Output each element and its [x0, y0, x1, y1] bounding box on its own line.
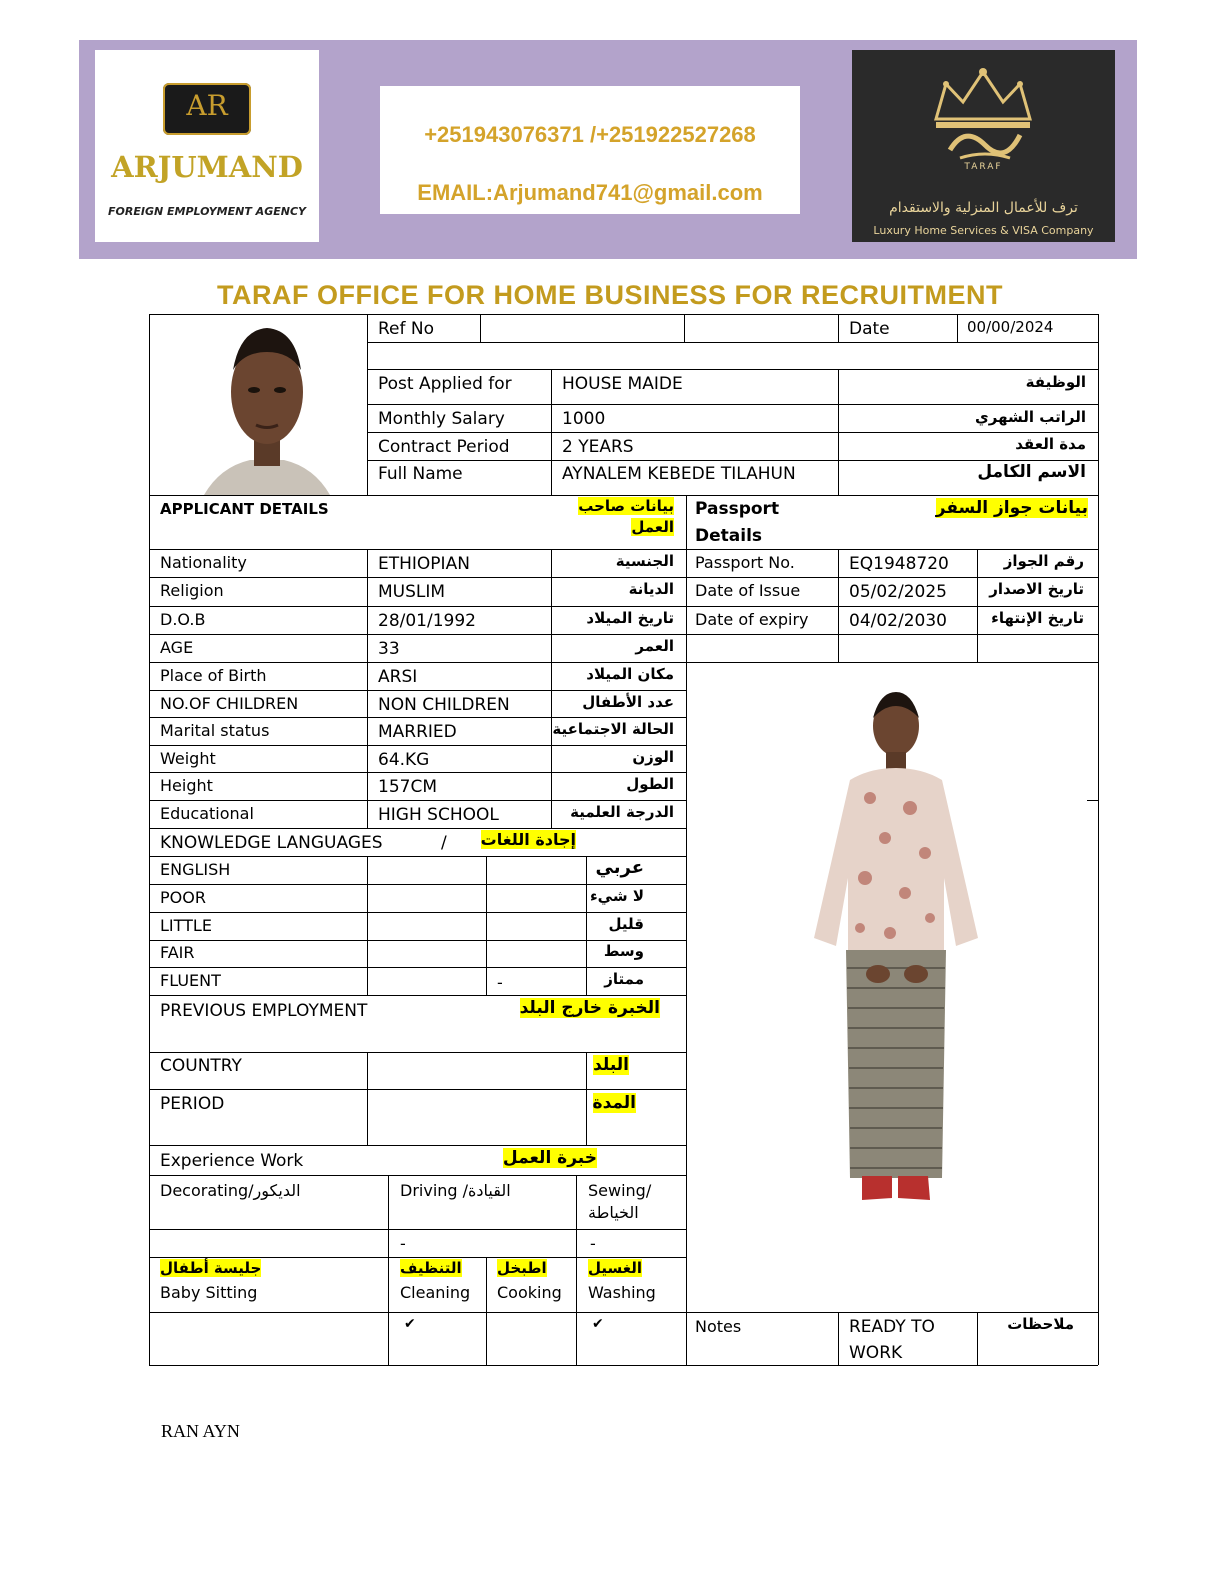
washing-ar: الغسيل: [588, 1259, 643, 1277]
ref-no-label: Ref No: [378, 319, 435, 339]
grid-line: [686, 1312, 1098, 1313]
applicant-field-ar: الدرجة العلمية: [570, 803, 674, 821]
cleaning-ar: التنظيف: [400, 1259, 462, 1277]
grid-line: [149, 995, 686, 996]
cleaning-label: Cleaning: [400, 1283, 471, 1302]
applicant-field-ar: الديانة: [628, 580, 674, 598]
grid-line: [149, 717, 686, 718]
language-level-label: FAIR: [160, 943, 195, 962]
grid-line: [486, 1257, 487, 1365]
grid-line: [551, 369, 552, 495]
passport-heading-ar: بيانات جواز السفر: [935, 498, 1088, 518]
grid-line: [149, 967, 686, 968]
grid-line: [388, 1175, 389, 1365]
languages-slash: /: [441, 833, 447, 853]
grid-line: [149, 577, 686, 578]
experience-heading: Experience Work: [160, 1151, 304, 1171]
salary-label: Monthly Salary: [378, 409, 505, 429]
name-ar: الاسم الكامل: [977, 462, 1086, 482]
grid-line: [149, 314, 150, 1365]
applicant-field-value: HIGH SCHOOL: [378, 805, 499, 825]
applicant-field-value: ETHIOPIAN: [378, 554, 470, 574]
applicant-field-label: Nationality: [160, 553, 247, 572]
applicant-field-value: 33: [378, 639, 400, 659]
passport-field-label: Date of expiry: [695, 610, 809, 629]
grid-line: [486, 856, 487, 995]
grid-line: [149, 1175, 686, 1176]
applicant-field-value: NON CHILDREN: [378, 695, 510, 715]
employment-heading: PREVIOUS EMPLOYMENT: [160, 1001, 368, 1021]
language-level-label: FLUENT: [160, 971, 221, 990]
grid-line: [149, 1145, 686, 1146]
notes-ar: ملاحظات: [1007, 1315, 1074, 1333]
applicant-field-ar: مكان الميلاد: [586, 665, 674, 683]
grid-line: [149, 549, 1098, 550]
language-level-ar: ممتاز: [604, 970, 644, 988]
post-ar: الوظيفة: [1025, 373, 1086, 391]
applicant-heading: APPLICANT DETAILS: [160, 500, 329, 518]
sewing-mark: -: [590, 1234, 596, 1253]
applicant-field-ar: تاريخ الميلاد: [586, 609, 674, 627]
applicant-field-value: 157CM: [378, 777, 437, 797]
grid-line: [367, 856, 368, 995]
notes-label: Notes: [695, 1317, 742, 1336]
grid-line: [684, 314, 685, 342]
applicant-field-ar: العمر: [635, 637, 674, 655]
grid-line: [149, 1052, 686, 1053]
post-label: Post Applied for: [378, 374, 512, 394]
language-level-mark: -: [497, 973, 503, 992]
applicant-full-body-photo: [800, 688, 990, 1208]
date-value: 00/00/2024: [967, 318, 1054, 336]
applicant-field-ar: عدد الأطفال: [582, 693, 674, 711]
grid-line: [977, 549, 978, 662]
name-value: AYNALEM KEBEDE TILAHUN: [562, 464, 796, 484]
taraf-wordmark: TARAF: [964, 162, 1003, 172]
grid-line: [367, 404, 1098, 405]
arjumand-logo: [95, 50, 319, 242]
applicant-field-label: Place of Birth: [160, 666, 267, 685]
period-label: PERIOD: [160, 1094, 225, 1114]
country-label: COUNTRY: [160, 1056, 242, 1076]
footer-initials: RAN AYN: [161, 1421, 240, 1441]
applicant-field-ar: الجنسية: [615, 552, 674, 570]
applicant-field-label: AGE: [160, 638, 194, 657]
salary-value: 1000: [562, 409, 606, 429]
language-level-label: POOR: [160, 888, 206, 907]
applicant-field-label: Weight: [160, 749, 216, 768]
taraf-subtitle: Luxury Home Services & VISA Company: [873, 224, 1094, 237]
applicant-field-ar: الوزن: [632, 748, 674, 766]
grid-line: [686, 495, 687, 1365]
passport-field-label: Passport No.: [695, 553, 795, 572]
employment-heading-ar: الخبرة خارج البلد: [519, 998, 660, 1018]
grid-line: [367, 1052, 368, 1145]
grid-line: [367, 460, 1098, 461]
passport-field-value: 04/02/2030: [849, 611, 947, 631]
applicant-field-value: MUSLIM: [378, 582, 446, 602]
language-level-label: ENGLISH: [160, 860, 231, 879]
applicant-field-value: 64.KG: [378, 750, 430, 770]
grid-line: [367, 549, 368, 828]
grid-line: [838, 549, 839, 662]
grid-line: [838, 314, 839, 342]
grid-line: [686, 577, 1098, 578]
grid-line: [149, 1365, 1098, 1366]
applicant-field-value: 28/01/1992: [378, 611, 476, 631]
applicant-headshot: [200, 322, 334, 495]
grid-line: [149, 690, 686, 691]
grid-line: [149, 912, 686, 913]
country-ar: البلد: [593, 1055, 629, 1075]
taraf-logo: [852, 50, 1115, 242]
grid-line: [551, 549, 552, 828]
baby-ar: جليسة أطفال: [160, 1259, 262, 1277]
baby-label: Baby Sitting: [160, 1283, 258, 1302]
agency-brand: ARJUMAND: [111, 150, 303, 184]
grid-line: [149, 662, 686, 663]
passport-field-label: Date of Issue: [695, 581, 801, 600]
contract-label: Contract Period: [378, 437, 510, 457]
grid-line: [149, 1312, 686, 1313]
date-label: Date: [849, 319, 890, 339]
notes-value-1: READY TO: [849, 1317, 935, 1337]
grid-line: [149, 884, 686, 885]
language-level-ar: قليل: [608, 915, 644, 933]
driving-label: Driving /القيادة: [400, 1181, 511, 1200]
sewing-label-2: الخياطة: [588, 1203, 639, 1222]
applicant-field-label: Religion: [160, 581, 224, 600]
name-label: Full Name: [378, 464, 463, 484]
cleaning-checkmark-icon: ✔: [404, 1316, 416, 1332]
languages-heading: KNOWLEDGE LANGUAGES: [160, 833, 383, 853]
taraf-arabic-mark: [940, 120, 1030, 164]
applicant-field-label: D.O.B: [160, 610, 206, 629]
applicant-field-label: Educational: [160, 804, 254, 823]
grid-line: [367, 342, 1098, 343]
passport-heading-1: Passport: [695, 499, 780, 519]
passport-field-value: EQ1948720: [849, 554, 949, 574]
grid-line: [977, 1312, 978, 1365]
sewing-label-1: Sewing/: [588, 1181, 652, 1200]
grid-line: [686, 606, 1098, 607]
grid-line: [838, 1312, 839, 1365]
monogram-badge: AR: [163, 83, 251, 135]
period-ar: المدة: [592, 1093, 636, 1113]
email-address: EMAIL:Arjumand741@gmail.com: [417, 180, 763, 205]
passport-field-value: 05/02/2025: [849, 582, 947, 602]
grid-line: [149, 745, 686, 746]
grid-line: [149, 1089, 686, 1090]
applicant-field-label: Height: [160, 776, 213, 795]
language-level-label: LITTLE: [160, 916, 212, 935]
cooking-ar: اطبخل: [497, 1259, 547, 1277]
grid-line: [1098, 314, 1099, 1365]
applicant-field-value: ARSI: [378, 667, 418, 687]
grid-line: [576, 1175, 577, 1365]
grid-line: [1087, 800, 1098, 801]
grid-line: [149, 314, 1098, 315]
grid-line: [367, 369, 1098, 370]
contact-box: [380, 86, 800, 214]
applicant-field-ar: الحالة الاجتماعية: [552, 720, 674, 738]
grid-line: [149, 772, 686, 773]
grid-line: [149, 634, 686, 635]
grid-line: [149, 606, 686, 607]
grid-line: [480, 314, 481, 342]
passport-field-ar: تاريخ الاصدار: [989, 580, 1084, 598]
contract-ar: مدة العقد: [1015, 435, 1086, 453]
experience-heading-ar: خبرة العمل: [502, 1148, 597, 1168]
passport-heading-2: Details: [695, 526, 763, 546]
grid-line: [686, 634, 1098, 635]
cooking-label: Cooking: [497, 1283, 562, 1302]
decorating-label: Decorating/الديكور: [160, 1181, 301, 1200]
taraf-arabic-name: ترف للأعمال المنزلية والاستقدام: [889, 200, 1078, 216]
language-level-ar: وسط: [603, 942, 644, 960]
washing-checkmark-icon: ✔: [592, 1316, 604, 1332]
grid-line: [149, 1229, 686, 1230]
applicant-field-ar: الطول: [626, 775, 674, 793]
passport-field-ar: تاريخ الإنتهاء: [991, 609, 1084, 627]
driving-mark: -: [400, 1234, 406, 1253]
grid-line: [957, 314, 958, 342]
grid-line: [586, 856, 587, 995]
passport-field-ar: رقم الجواز: [1003, 552, 1084, 570]
salary-ar: الراتب الشهري: [975, 408, 1086, 426]
applicant-field-value: MARRIED: [378, 722, 457, 742]
grid-line: [149, 828, 686, 829]
post-value: HOUSE MAIDE: [562, 374, 683, 394]
language-level-ar: عربي: [595, 857, 644, 878]
agency-tagline: FOREIGN EMPLOYMENT AGENCY: [108, 205, 306, 218]
language-level-ar: لا شيء: [590, 887, 644, 905]
grid-line: [838, 369, 839, 495]
grid-line: [686, 662, 1098, 663]
grid-line: [149, 800, 686, 801]
washing-label: Washing: [588, 1283, 656, 1302]
notes-value-2: WORK: [849, 1343, 903, 1363]
grid-line: [367, 432, 1098, 433]
languages-heading-ar: إجادة اللغات: [480, 830, 576, 849]
page-title: TARAF OFFICE FOR HOME BUSINESS FOR RECRUITMENT: [217, 280, 1003, 310]
applicant-field-label: Marital status: [160, 721, 270, 740]
grid-line: [586, 1052, 587, 1145]
applicant-field-label: NO.OF CHILDREN: [160, 694, 299, 713]
contract-value: 2 YEARS: [562, 437, 634, 457]
phone-numbers: +251943076371 /+251922527268: [424, 122, 756, 147]
applicant-heading-ar: بيانات صاحب العمل: [578, 497, 674, 536]
